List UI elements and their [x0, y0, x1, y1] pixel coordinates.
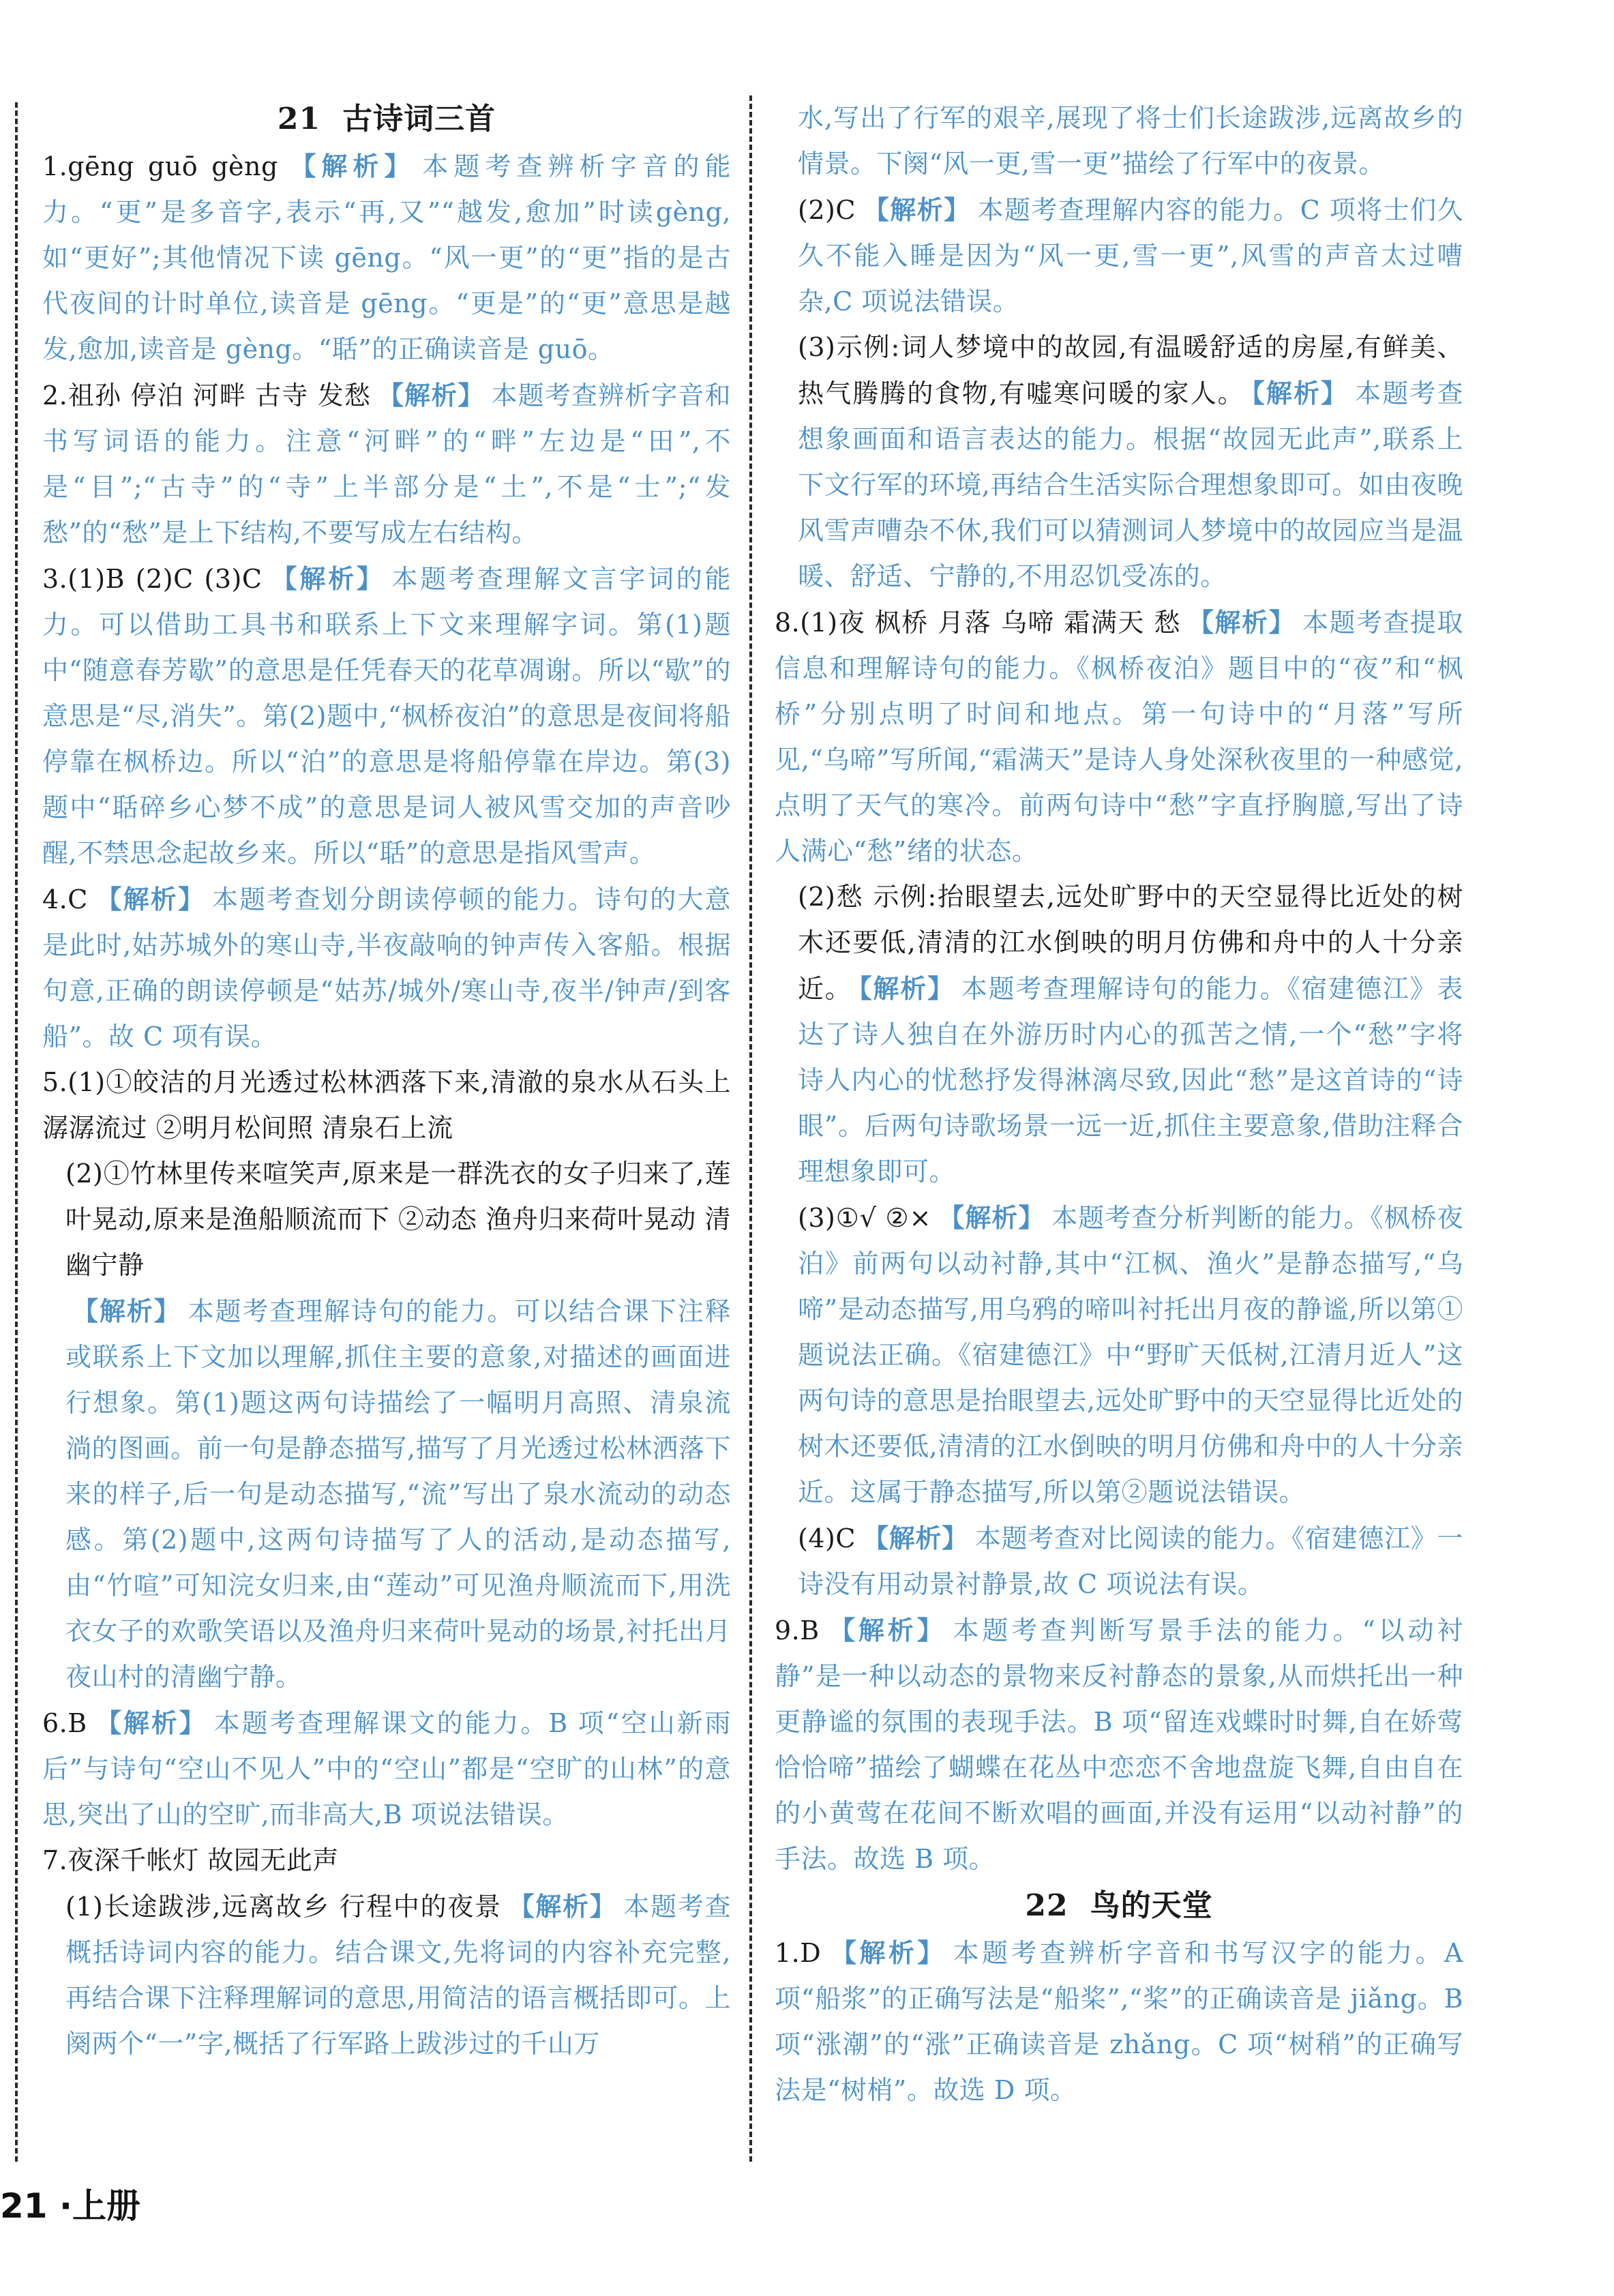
question-7-continued	[775, 95, 1463, 599]
analysis-tag: 【解析】	[269, 563, 385, 594]
answer: 4.C	[42, 884, 88, 914]
sub2-answer: (2)C	[798, 195, 856, 225]
question-5	[42, 1060, 731, 1700]
right-column	[775, 95, 1463, 2113]
left-column	[42, 95, 731, 2067]
analysis-tag: 【解析】	[508, 1891, 617, 1922]
explanation: 本题考查辨析字音和书写汉字的能力。A 项“船浆”的正确写法是“船桨”,“桨”的正确读音是 jiǎng。B 项“涨潮”的“涨”正确读音是 zhǎng。C 项“树稍”的正确写法是“树梢”。故选 D 项。	[775, 1938, 1463, 2105]
answer: 9.B	[775, 1615, 820, 1645]
sub2-explanation: 本题考查理解诗句的能力。《宿建德江》表达了诗人独自在外游历时内心的孤苦之情,一个“愁”字将诗人内心的忧愁抒发得淋漓尽致,因此“愁”是这首诗的“诗眼”。后两句诗歌场景一远一近,抓住主要意象,借助注释合理想象即可。	[798, 974, 1463, 1187]
section-title-21	[42, 95, 731, 143]
analysis-tag: 【解析】	[1251, 378, 1349, 408]
question-6	[42, 1700, 731, 1838]
question-4	[42, 876, 731, 1060]
section-title-22	[775, 1882, 1463, 1930]
question-7	[42, 1838, 731, 2067]
analysis-tag: 【解析】	[858, 973, 955, 1004]
analysis-tag: 【解析】	[72, 1296, 181, 1326]
analysis-tag: 【解析】	[94, 884, 206, 914]
section-title-text: 古诗词三首	[342, 102, 496, 136]
answer: 1.D	[775, 1938, 822, 1968]
answer: 6.B	[42, 1708, 87, 1738]
explanation: 本题考查辨析字音的能力。“更”是多音字,表示“再,又”“越发,愈加”时读gèng,如“更好”;其他情况下读 gēng。“风一更”的“更”指的是古代夜间的计时单位,读音是 gēng。“更是”的“更”意思是越发,愈加,读音是 gèng。“聒”的正确读音是 guō。	[42, 151, 731, 364]
explanation: 本题考查划分朗读停顿的能力。诗句的大意是此时,姑苏城外的寒山寺,半夜敲响的钟声传入客船。根据句意,正确的朗读停顿是“姑苏/城外/寒山寺,夜半/钟声/到客船”。故 C 项有误。	[42, 884, 731, 1052]
analysis-tag: 【解析】	[938, 1202, 1045, 1233]
analysis-tag: 【解析】	[828, 1937, 946, 1968]
explanation: 本题考查理解文言字词的能力。可以借助工具书和联系上下文来理解字词。第(1)题中“随意春芳歇”的意思是任凭春天的花草凋谢。所以“歇”的意思是“尽,消失”。第(2)题中,“枫桥夜泊”的意思是夜间将船停靠在枫桥边。所以“泊”的意思是将船停靠在岸边。第(3)题中“聒碎乡心梦不成”的意思是词人被风雪交加的声音吵醒,不禁思念起故乡来。所以“聒”的意思是指风雪声。	[42, 564, 731, 868]
sub4-explanation: 本题考查对比阅读的能力。《宿建德江》一诗没有用动景衬静景,故 C 项说法有误。	[798, 1523, 1463, 1599]
section-22-question-1	[775, 1930, 1463, 2113]
continuation: 水,写出了行军的艰辛,展现了将士们长途跋涉,远离故乡的情景。下阕“风一更,雪一更”描绘了行军中的夜景。	[798, 103, 1463, 179]
page-edge-dashed-line	[15, 102, 18, 2162]
explanation: 本题考查判断写景手法的能力。“以动衬静”是一种以动态的景物来反衬静态的景象,从而烘托出一种更静谧的氛围的表现手法。B 项“留连戏蝶时时舞,自在娇莺恰恰啼”描绘了蝴蝶在花丛中恋恋不舍地盘旋飞舞,自由自在的小黄莺在花间不断欢唱的画面,并没有运用“以动衬静”的手法。故选 B 项。	[775, 1615, 1463, 1874]
sub1-explanation: 本题考查概括诗词内容的能力。结合课文,先将词的内容补充完整,再结合课下注释理解词的意思,用简洁的语言概括即可。上阕两个“一”字,概括了行军路上跋涉过的千山万	[65, 1892, 731, 2059]
analysis-tag: 【解析】	[826, 1615, 946, 1645]
question-1	[42, 143, 731, 372]
analysis-tag: 【解析】	[862, 1523, 968, 1553]
analysis-tag: 【解析】	[284, 151, 416, 181]
answer: 2.祖孙 停泊 河畔 古寺 发愁	[42, 381, 371, 411]
sub3-explanation: 本题考查想象画面和语言表达的能力。根据“故园无此声”,联系上下文行军的环境,再结合生活实际合理想象即可。如由夜晚风雪声嘈杂不休,我们可以猜测词人梦境中的故园应当是温暖、舒适、宁静的,不用忍饥受冻的。	[798, 378, 1463, 591]
page-footer-label: 21 ·上册	[0, 2186, 140, 2226]
explanation: 本题考查理解课文的能力。B 项“空山新雨后”与诗句“空山不见人”中的“空山”都是“空旷的山林”的意思,突出了山的空旷,而非高大,B 项说法错误。	[42, 1708, 731, 1830]
explanation: 本题考查理解诗句的能力。可以结合课下注释或联系上下文加以理解,抓住主要的意象,对描述的画面进行想象。第(1)题这两句诗描绘了一幅明月高照、清泉流淌的图画。前一句是静态描写,描写了月光透过松林洒落下来的样子,后一句是动态描写,“流”写出了泉水流动的动态感。第(2)题中,这两句诗描写了人的活动,是动态描写,由“竹喧”可知浣女归来,由“莲动”可见渔舟顺流而下,用洗衣女子的欢歌笑语以及渔舟归来荷叶晃动的场景,衬托出月夜山村的清幽宁静。	[65, 1296, 731, 1692]
analysis-tag: 【解析】	[1187, 607, 1296, 638]
sub3-answer: (3)①√ ②×	[798, 1203, 931, 1233]
sub1-answer: (1)长途跋涉,远离故乡 行程中的夜景	[65, 1892, 502, 1922]
sub4-answer: (4)C	[798, 1523, 856, 1553]
sub1-explanation: 本题考查提取信息和理解诗句的能力。《枫桥夜泊》题目中的“夜”和“枫桥”分别点明了时间和地点。第一句诗中的“月落”写所见,“乌啼”写所闻,“霜满天”是诗人身处深秋夜里的一种感觉,点明了天气的寒冷。前两句诗中“愁”字直抒胸臆,写出了诗人满心“愁”绪的状态。	[775, 608, 1463, 866]
sub2-answer: (2)愁 示例:抬眼望去,远处旷野中的天空显得比近处的树木还要低,清清的江水倒映的明月仿佛和舟中的人十分亲近。	[798, 882, 1463, 1004]
answer-part-2: (2)①竹林里传来喧笑声,原来是一群洗衣的女子归来了,莲叶晃动,原来是渔船顺流而下 ②动态 渔舟归来荷叶晃动 清幽宁静	[65, 1159, 731, 1280]
column-divider	[749, 95, 752, 2162]
answer: 1.gēng guō gèng	[42, 151, 278, 181]
analysis-tag: 【解析】	[377, 380, 485, 411]
section-number: 21	[277, 102, 321, 136]
sub3-answer: (3)示例:词人梦境中的故园,有温暖舒适的房屋,有鲜美、热气腾腾的食物,有嘘寒问暖的家人。	[798, 332, 1463, 408]
question-9	[775, 1607, 1463, 1882]
sub2-explanation: 本题考查理解内容的能力。C 项将士们久久不能入睡是因为“风一更,雪一更”,风雪的声音太过嘈杂,C 项说法错误。	[798, 195, 1463, 316]
explanation: 本题考查辨析字音和书写词语的能力。注意“河畔”的“畔”左边是“田”,不是“目”;“古寺”的“寺”上半部分是“土”,不是“士”;“发愁”的“愁”是上下结构,不要写成左右结构。	[42, 381, 731, 548]
question-8	[775, 599, 1463, 1607]
sub1-answer: 8.(1)夜 枫桥 月落 乌啼 霜满天 愁	[775, 608, 1181, 638]
sub3-explanation: 本题考查分析判断的能力。《枫桥夜泊》前两句以动衬静,其中“江枫、渔火”是静态描写,“乌啼”是动态描写,用乌鸦的啼叫衬托出月夜的静谧,所以第①题说法正确。《宿建德江》中“野旷天低树,江清月近人”这两句诗的意思是抬眼望去,远处旷野中的天空显得比近处的树木还要低,清清的江水倒映的明月仿佛和舟中的人十分亲近。这属于静态描写,所以第②题说法错误。	[798, 1203, 1463, 1507]
answer: 3.(1)B (2)C (3)C	[42, 564, 263, 594]
section-number: 22	[1025, 1888, 1068, 1923]
question-2	[42, 372, 731, 556]
analysis-tag: 【解析】	[93, 1708, 207, 1738]
answer: 7.夜深千帐灯 故园无此声	[42, 1845, 339, 1875]
question-3	[42, 556, 731, 876]
answer-part-1: 5.(1)①皎洁的月光透过松林洒落下来,清澈的泉水从石头上潺潺流过 ②明月松间照 清泉石上流	[42, 1067, 731, 1143]
analysis-tag: 【解析】	[862, 194, 971, 225]
section-title-text: 鸟的天堂	[1090, 1888, 1213, 1923]
